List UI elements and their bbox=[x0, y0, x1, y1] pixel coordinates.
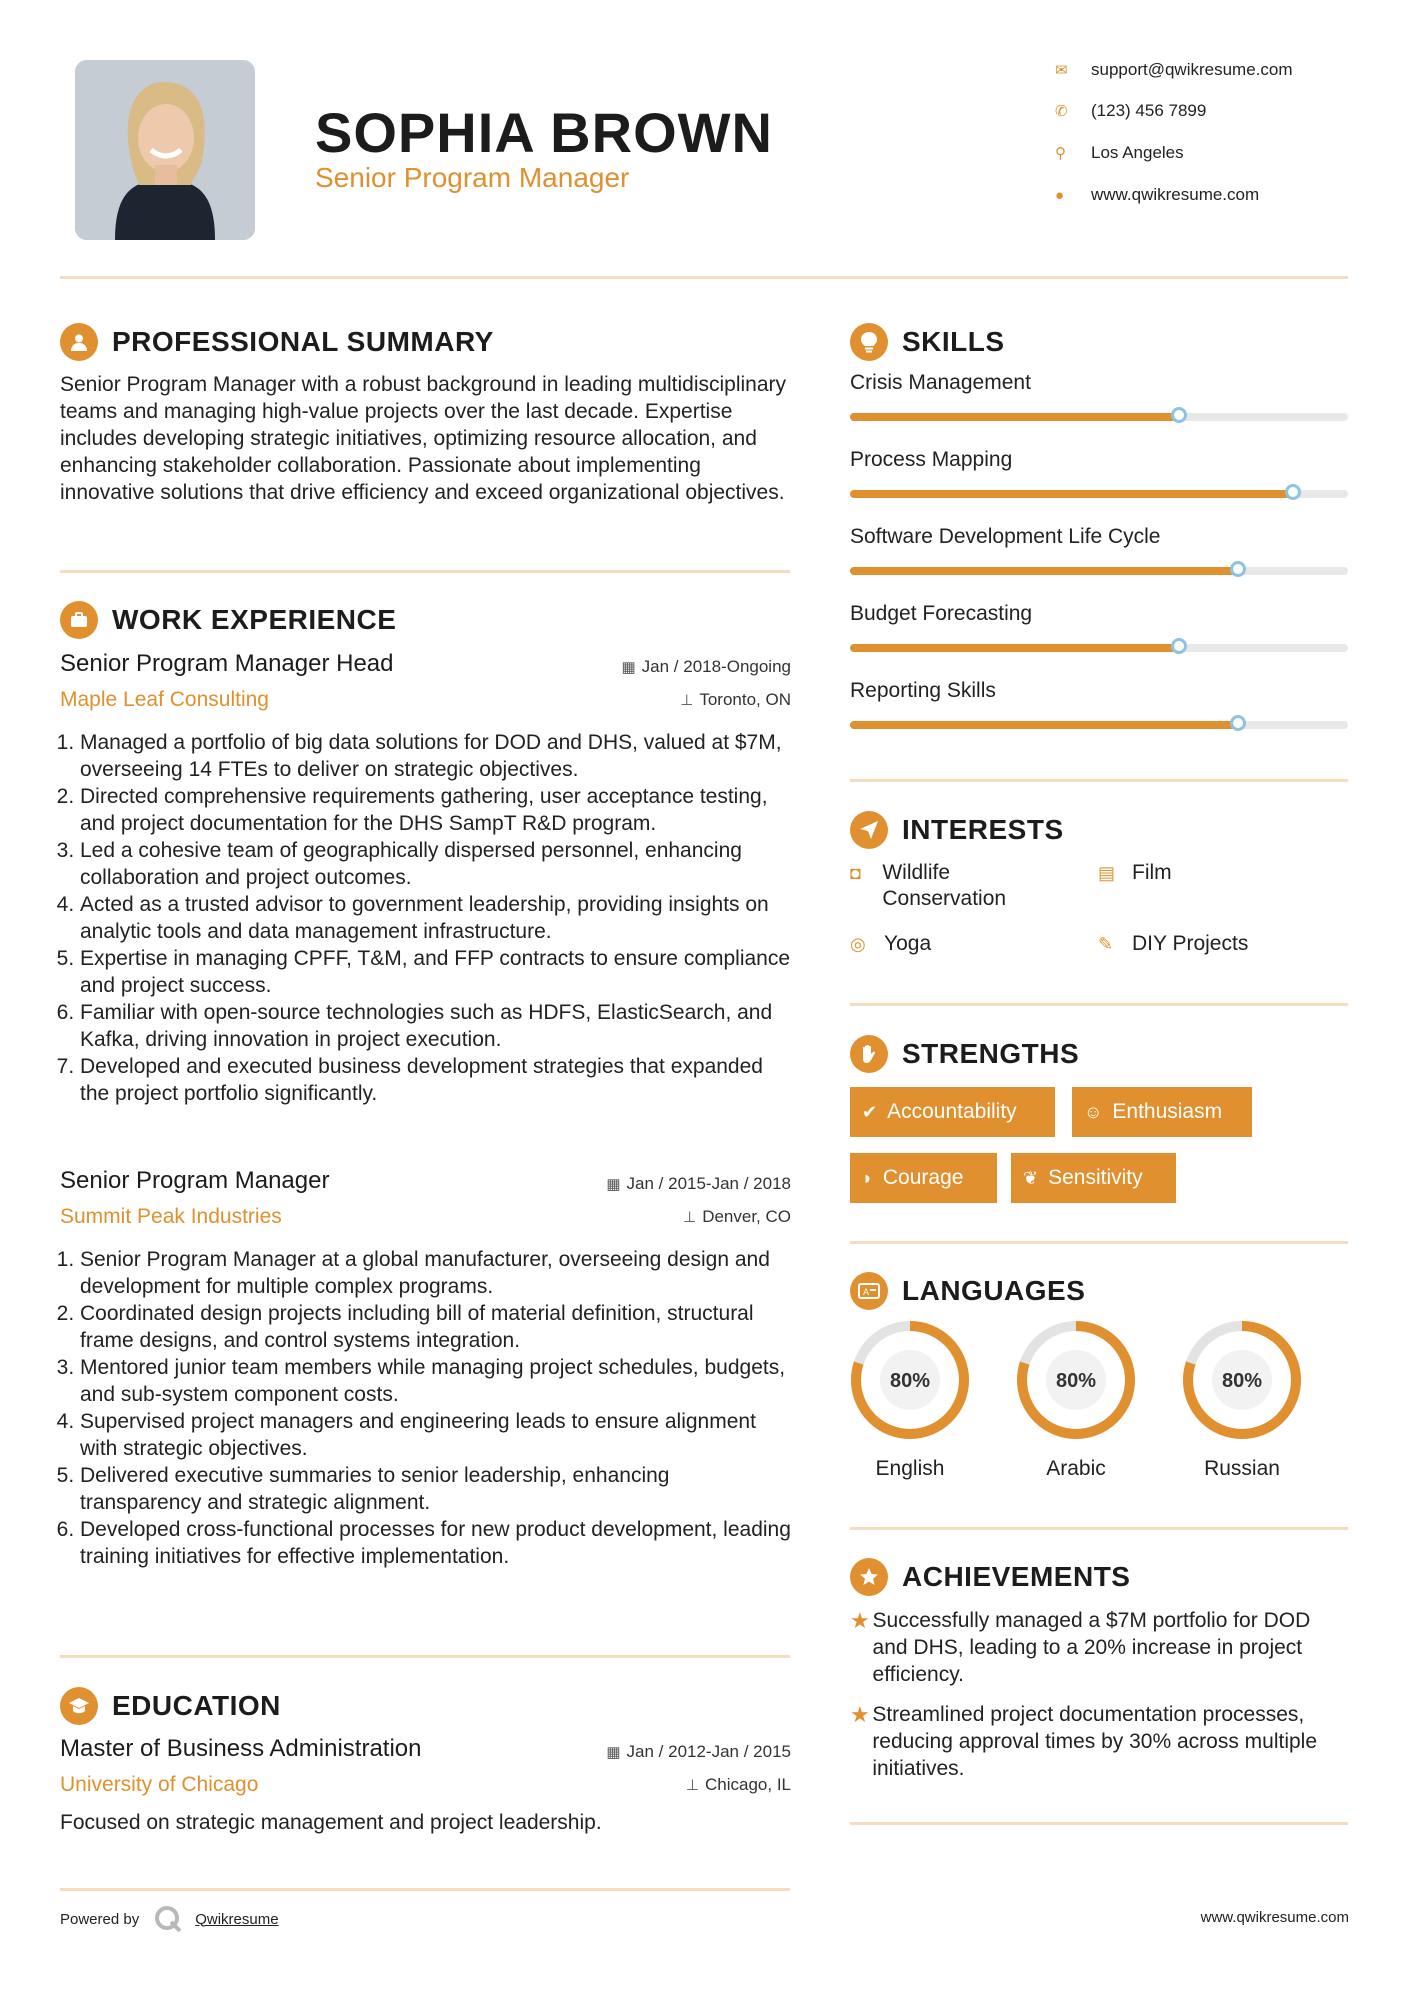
paper-plane-icon bbox=[850, 811, 888, 849]
skills-heading-text: SKILLS bbox=[902, 326, 1005, 357]
strength-tag bbox=[850, 1153, 997, 1203]
footer-powered bbox=[60, 1904, 279, 1934]
skill-bar-fill bbox=[850, 413, 1179, 421]
experience-heading-text: WORK EXPERIENCE bbox=[112, 604, 397, 635]
qwikresume-logo-icon bbox=[153, 1904, 183, 1934]
interests-heading-text: INTERESTS bbox=[902, 814, 1064, 845]
skill-bar-fill bbox=[850, 567, 1238, 575]
shield-icon: ◗ bbox=[862, 1167, 873, 1188]
list-item: 7. Developed and executed business development strategies that expanded the project portfolio significantly. bbox=[80, 1053, 795, 1107]
skill-name: Crisis Management bbox=[850, 371, 1031, 394]
strength-label: Courage bbox=[882, 1166, 964, 1189]
footer-site[interactable]: www.qwikresume.com bbox=[1200, 1909, 1349, 1926]
job-date-text: Jan / 2018-Ongoing bbox=[641, 657, 791, 676]
list-item: 6. Developed cross-functional processes for new product development, leading training initiatives for effective implementation. bbox=[80, 1516, 795, 1570]
list-item: 5. Delivered executive summaries to senior leadership, enhancing transparency and strategic alignment. bbox=[80, 1462, 795, 1516]
education-location-text: Chicago, IL bbox=[705, 1775, 791, 1794]
header-divider bbox=[60, 276, 1348, 279]
lifebuoy-icon: ◎ bbox=[850, 934, 866, 954]
skill-bar-fill bbox=[850, 721, 1238, 729]
skill-bar bbox=[850, 413, 1348, 421]
language-percent: 80% bbox=[1221, 1370, 1263, 1392]
strengths-heading-text: STRENGTHS bbox=[902, 1038, 1080, 1069]
star-icon: ★ bbox=[850, 1608, 870, 1633]
interest-item bbox=[850, 931, 1070, 957]
job-date bbox=[621, 657, 791, 677]
achievement-item bbox=[850, 1607, 1348, 1688]
powered-by-text: Powered by bbox=[60, 1910, 140, 1928]
school-name: University of Chicago bbox=[60, 1773, 259, 1796]
contact-website-text: www.qwikresume.com bbox=[1091, 185, 1260, 204]
lightbulb-icon bbox=[850, 323, 888, 361]
check-circle-icon: ✔ bbox=[862, 1101, 878, 1122]
skill-bar bbox=[850, 567, 1348, 575]
achievement-text: Successfully managed a $7M portfolio for DOD and DHS, leading to a 20% increase in project efficiency. bbox=[872, 1609, 1311, 1686]
calendar-icon: ▦ bbox=[621, 659, 636, 676]
job-location-text: Denver, CO bbox=[702, 1207, 791, 1226]
list-item: 4. Supervised project managers and engineering leads to ensure alignment with strategic objectives. bbox=[80, 1408, 795, 1462]
smile-icon: ☺ bbox=[1084, 1101, 1103, 1122]
interests-heading bbox=[850, 808, 1064, 852]
wrench-icon: ✎ bbox=[1098, 934, 1114, 954]
interest-label: Yoga bbox=[884, 932, 932, 955]
leaf-icon: ❦ bbox=[1023, 1167, 1039, 1188]
skill-bar-fill bbox=[850, 490, 1293, 498]
skills-heading bbox=[850, 320, 1005, 364]
hand-icon bbox=[850, 1035, 888, 1073]
strength-tag bbox=[1072, 1087, 1252, 1137]
experience-heading bbox=[60, 598, 396, 642]
translate-icon bbox=[850, 1272, 888, 1310]
job-date-text: Jan / 2015-Jan / 2018 bbox=[626, 1174, 791, 1193]
education-note: Focused on strategic management and project leadership. bbox=[60, 1811, 602, 1834]
skill-name: Software Development Life Cycle bbox=[850, 525, 1161, 548]
contact-location-text: Los Angeles bbox=[1091, 143, 1184, 162]
contact-website[interactable] bbox=[1055, 180, 1355, 210]
job-location bbox=[683, 1207, 791, 1227]
bookmark-icon: ◘ bbox=[850, 863, 861, 883]
summary-heading bbox=[60, 320, 494, 364]
skill-bar bbox=[850, 490, 1348, 498]
skill-bar-knob bbox=[1285, 484, 1301, 500]
strength-tag bbox=[850, 1087, 1055, 1137]
interest-item bbox=[1098, 860, 1338, 886]
contact-phone-text: (123) 456 7899 bbox=[1091, 101, 1207, 120]
degree-title: Master of Business Administration bbox=[60, 1735, 422, 1762]
achievements-divider bbox=[850, 1822, 1348, 1825]
portrait-image bbox=[75, 60, 255, 240]
languages-heading bbox=[850, 1269, 1085, 1313]
interest-label: Wildlife Conservation bbox=[882, 861, 1007, 910]
language-name: Arabic bbox=[1046, 1457, 1106, 1480]
summary-heading-text: PROFESSIONAL SUMMARY bbox=[112, 326, 494, 357]
job-bullets bbox=[60, 729, 795, 1107]
list-item: 2. Coordinated design projects including bill of material definition, structural frame designs, and control systems integration. bbox=[80, 1300, 795, 1354]
contact-phone[interactable] bbox=[1055, 96, 1355, 126]
strength-label: Accountability bbox=[887, 1100, 1017, 1123]
calendar-icon: ▦ bbox=[606, 1744, 621, 1761]
skill-name: Budget Forecasting bbox=[850, 602, 1033, 625]
globe-icon: ● bbox=[1055, 186, 1065, 204]
strengths-divider bbox=[850, 1241, 1348, 1244]
education-divider bbox=[60, 1888, 790, 1891]
job-title: Senior Program Manager Head bbox=[60, 650, 394, 677]
profile-photo bbox=[75, 60, 255, 240]
pushpin-icon: ⊥ bbox=[683, 1209, 697, 1226]
list-item: 4. Acted as a trusted advisor to government leadership, providing insights on analytic tools and data management infrastructure. bbox=[80, 891, 795, 945]
language-rings bbox=[850, 1318, 1350, 1448]
candidate-name: SOPHIA BROWN bbox=[315, 101, 773, 164]
list-item: 6. Familiar with open-source technologies such as HDFS, ElasticSearch, and Kafka, driving innovation in project execution. bbox=[80, 999, 795, 1053]
location-pin-icon: ⚲ bbox=[1055, 145, 1066, 162]
education-heading-text: EDUCATION bbox=[112, 1690, 281, 1721]
summary-divider bbox=[60, 570, 790, 573]
education-date-text: Jan / 2012-Jan / 2015 bbox=[626, 1742, 791, 1761]
language-percent: 80% bbox=[889, 1370, 931, 1392]
list-item: 2. Directed comprehensive requirements gathering, user acceptance testing, and project documentation for the DHS SampT R&D program. bbox=[80, 783, 795, 837]
skill-bar-fill bbox=[850, 644, 1179, 652]
svg-text:A: A bbox=[863, 1288, 870, 1298]
achievements-heading bbox=[850, 1555, 1130, 1599]
film-icon: ▤ bbox=[1098, 863, 1116, 883]
envelope-icon: ✉ bbox=[1055, 62, 1068, 79]
education-date bbox=[606, 1742, 791, 1762]
strength-label: Sensitivity bbox=[1048, 1166, 1143, 1189]
job-location-text: Toronto, ON bbox=[699, 690, 791, 709]
list-item: 3. Led a cohesive team of geographically dispersed personnel, enhancing collaboration and project outcomes. bbox=[80, 837, 795, 891]
skills-divider bbox=[850, 779, 1348, 782]
skill-bar-knob bbox=[1230, 715, 1246, 731]
summary-text: Senior Program Manager with a robust background in leading multidisciplinary teams and managing high-value projects over the last decade. Expertise includes developing strategic initiatives, optimizing resource allocation, and enhancing stakeholder collaboration. Passionate about implementing innovative solutions that drive efficiency and exceed organizational objectives. bbox=[60, 373, 787, 504]
education-heading bbox=[60, 1684, 281, 1728]
skill-name: Process Mapping bbox=[850, 448, 1013, 471]
experience-divider bbox=[60, 1655, 790, 1658]
skill-bar bbox=[850, 644, 1348, 652]
strengths-heading bbox=[850, 1032, 1079, 1076]
brand-link[interactable]: Qwikresume bbox=[195, 1910, 279, 1928]
star-icon: ★ bbox=[850, 1702, 870, 1727]
skill-bar bbox=[850, 721, 1348, 729]
calendar-icon: ▦ bbox=[606, 1176, 621, 1193]
candidate-title: Senior Program Manager bbox=[315, 162, 630, 193]
contact-email-text: support@qwikresume.com bbox=[1091, 60, 1293, 79]
achievement-item bbox=[850, 1701, 1348, 1782]
interest-item bbox=[1098, 931, 1338, 957]
language-percent: 80% bbox=[1055, 1370, 1097, 1392]
languages-divider bbox=[850, 1527, 1348, 1530]
star-badge-icon bbox=[850, 1558, 888, 1596]
skill-bar-knob bbox=[1230, 561, 1246, 577]
skill-bar-knob bbox=[1171, 407, 1187, 423]
job-date bbox=[606, 1174, 791, 1194]
graduation-cap-icon bbox=[60, 1687, 98, 1725]
achievements-heading-text: ACHIEVEMENTS bbox=[902, 1561, 1131, 1592]
user-icon bbox=[60, 323, 98, 361]
languages-heading-text: LANGUAGES bbox=[902, 1275, 1086, 1306]
contact-location bbox=[1055, 138, 1355, 168]
list-item: 3. Mentored junior team members while managing project schedules, budgets, and sub-system component costs. bbox=[80, 1354, 795, 1408]
job-location bbox=[680, 690, 791, 710]
skill-bar-knob bbox=[1171, 638, 1187, 654]
list-item: 1. Managed a portfolio of big data solutions for DOD and DHS, valued at $7M, overseeing 14 FTEs to deliver on strategic objectives. bbox=[80, 729, 795, 783]
pushpin-icon: ⊥ bbox=[680, 692, 694, 709]
interests-divider bbox=[850, 1003, 1348, 1006]
job-title: Senior Program Manager bbox=[60, 1167, 330, 1194]
briefcase-icon bbox=[60, 601, 98, 639]
strength-label: Enthusiasm bbox=[1112, 1100, 1223, 1123]
language-name: English bbox=[875, 1457, 945, 1480]
language-name: Russian bbox=[1204, 1457, 1280, 1480]
skill-name: Reporting Skills bbox=[850, 679, 996, 702]
interest-label: Film bbox=[1132, 861, 1172, 884]
list-item: 5. Expertise in managing CPFF, T&M, and FFP contracts to ensure compliance and project success. bbox=[80, 945, 795, 999]
contact-email[interactable] bbox=[1055, 55, 1355, 85]
interest-item bbox=[850, 860, 1070, 912]
interest-label: DIY Projects bbox=[1132, 932, 1249, 955]
pushpin-icon: ⊥ bbox=[685, 1777, 699, 1794]
education-location bbox=[686, 1775, 791, 1795]
job-company: Summit Peak Industries bbox=[60, 1205, 282, 1228]
list-item: 1. Senior Program Manager at a global manufacturer, overseeing design and development for multiple complex programs. bbox=[80, 1246, 795, 1300]
job-bullets bbox=[60, 1246, 795, 1570]
achievement-text: Streamlined project documentation processes, reducing approval times by 30% across multiple initiatives. bbox=[872, 1703, 1318, 1780]
phone-icon: ✆ bbox=[1055, 103, 1068, 120]
strength-tag bbox=[1011, 1153, 1176, 1203]
job-company: Maple Leaf Consulting bbox=[60, 688, 269, 711]
